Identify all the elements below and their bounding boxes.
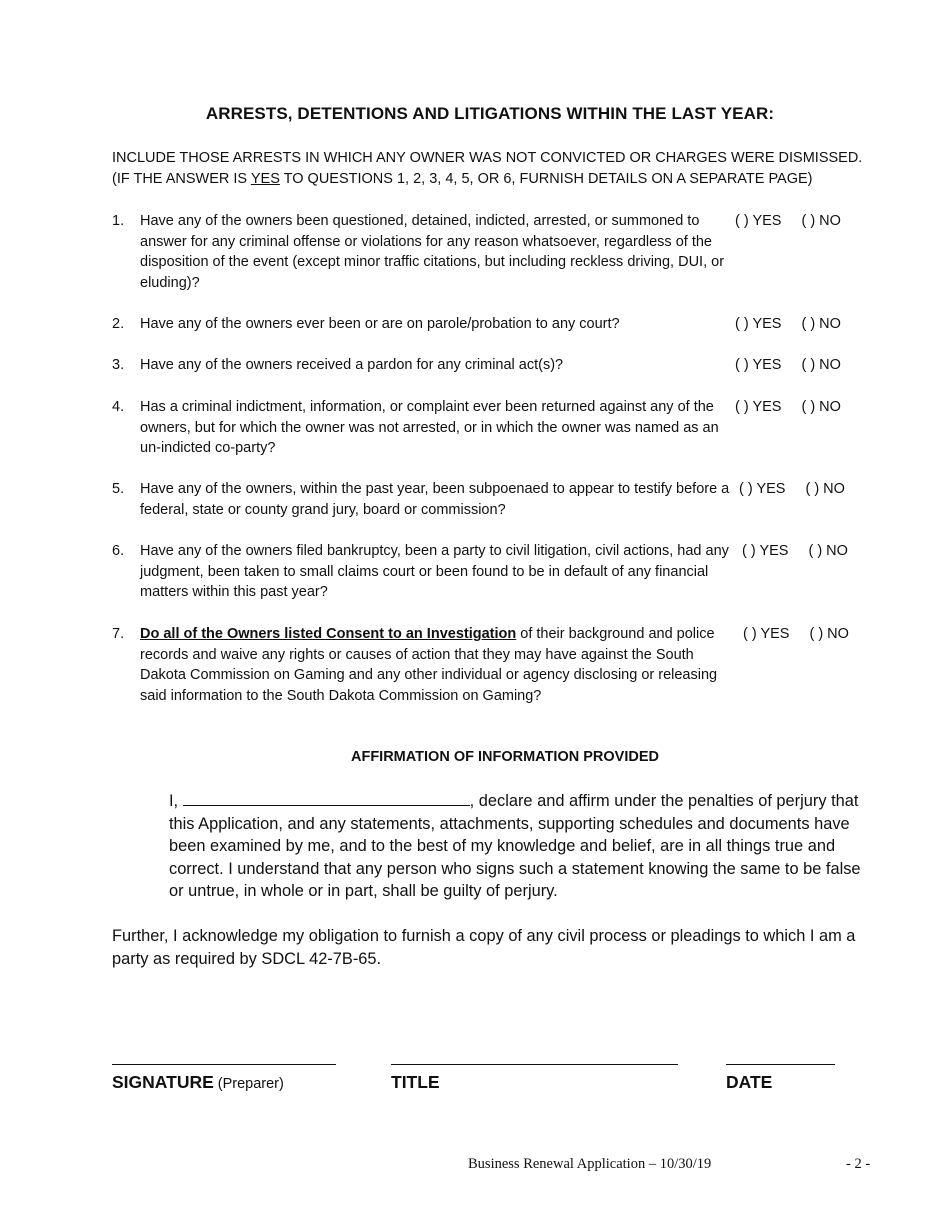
yes-option[interactable]: ( ) YES bbox=[742, 543, 789, 559]
question-number: 1. bbox=[112, 213, 125, 229]
answer-options bbox=[735, 211, 841, 232]
preparer-label: (Preparer) bbox=[217, 1076, 284, 1092]
footer-document-name: Business Renewal Application – 10/30/19 bbox=[468, 1156, 712, 1172]
question-text bbox=[140, 624, 732, 706]
no-option[interactable]: ( ) NO bbox=[801, 213, 841, 229]
answer-options bbox=[735, 397, 841, 418]
signature-label-text: SIGNATURE bbox=[112, 1072, 214, 1092]
footer-page-number: - 2 - bbox=[846, 1156, 871, 1172]
question-number: 3. bbox=[112, 357, 125, 373]
yes-option[interactable]: ( ) YES bbox=[735, 316, 782, 332]
question-number: 5. bbox=[112, 481, 125, 497]
no-option[interactable]: ( ) NO bbox=[801, 357, 841, 373]
consent-to-investigation-lead: Do all of the Owners listed Consent to an Investigation bbox=[140, 626, 517, 642]
declarant-name-blank[interactable] bbox=[183, 791, 470, 806]
question-number: 7. bbox=[112, 626, 125, 642]
page-title: ARRESTS, DETENTIONS AND LITIGATIONS WITHIN THE LAST YEAR: bbox=[205, 104, 775, 123]
answer-options bbox=[739, 479, 845, 500]
answer-options bbox=[742, 541, 848, 562]
answer-options bbox=[735, 355, 841, 376]
no-option[interactable]: ( ) NO bbox=[809, 626, 849, 642]
intro-instructions bbox=[112, 148, 882, 190]
affirmation-text bbox=[112, 790, 874, 970]
answer-options bbox=[743, 624, 849, 645]
question-text: Have any of the owners ever been or are on parole/probation to any court? bbox=[140, 316, 620, 332]
question-text: Have any of the owners received a pardon for any criminal act(s)? bbox=[140, 357, 564, 373]
yes-option[interactable]: ( ) YES bbox=[735, 399, 782, 415]
signature-line[interactable] bbox=[112, 1064, 336, 1065]
no-option[interactable]: ( ) NO bbox=[808, 543, 848, 559]
question-text: Have any of the owners been questioned, detained, indicted, arrested, or summoned to answer for any criminal offense or violations for any reason whatsoever, regardless of the disposition of the event (except minor traffic citations, but including reckless driving, DUI, or eluding)? bbox=[140, 213, 725, 291]
question-number: 2. bbox=[112, 316, 125, 332]
signature-label bbox=[112, 1072, 284, 1093]
answer-options bbox=[735, 314, 841, 335]
no-option[interactable]: ( ) NO bbox=[801, 399, 841, 415]
no-option[interactable]: ( ) NO bbox=[801, 316, 841, 332]
title-label: TITLE bbox=[391, 1072, 440, 1092]
question-text: Have any of the owners, within the past year, been subpoenaed to appear to testify before a federal, state or county grand jury, board or commission? bbox=[140, 481, 730, 518]
no-option[interactable]: ( ) NO bbox=[805, 481, 845, 497]
yes-option[interactable]: ( ) YES bbox=[743, 626, 790, 642]
yes-option[interactable]: ( ) YES bbox=[735, 357, 782, 373]
intro-text-after: TO QUESTIONS 1, 2, 3, 4, 5, OR 6, FURNISH DETAILS ON A SEPARATE PAGE) bbox=[279, 171, 813, 187]
date-label: DATE bbox=[726, 1072, 773, 1092]
question-text-rest: of their background and police records and waive any rights or causes of action that they may have against the South Dakota Commission on Gaming and any other individual or agency disclosing or releasing said information to the South Dakota Commission on Gaming? bbox=[140, 626, 718, 704]
affirmation-i: I, bbox=[169, 792, 183, 810]
yes-option[interactable]: ( ) YES bbox=[735, 213, 782, 229]
question-text: Has a criminal indictment, information, or complaint ever been returned against any of the owners, but for which the owner was not arrested, or in which the owner was named as an un-indicted co-party? bbox=[140, 399, 719, 457]
affirmation-declaration: , declare and affirm under the penalties of perjury that this Application, and any statements, attachments, supporting schedules and documents have been examined by me, and to the best of my knowledge and belief, are in all things true and correct. I understand that any person who signs such a statement knowing the same to be false or untrue, in whole or in part, shall be guilty of perjury. bbox=[169, 792, 861, 901]
question-number: 6. bbox=[112, 543, 125, 559]
title-line[interactable] bbox=[391, 1064, 678, 1065]
intro-yes-underlined: YES bbox=[250, 171, 280, 187]
question-text: Have any of the owners filed bankruptcy, been a party to civil litigation, civil actions, had any judgment, been taken to small claims court or been found to be in default of any financial matters within this past year? bbox=[140, 543, 729, 601]
intro-text-before: INCLUDE THOSE ARRESTS IN WHICH ANY OWNER WAS NOT CONVICTED OR CHARGES WERE DISMISSED. (IF THE ANSWER IS bbox=[112, 150, 863, 187]
affirmation-paragraph-2: Further, I acknowledge my obligation to furnish a copy of any civil process or pleadings to which I am a party as required by SDCL 42-7B-65. bbox=[112, 926, 856, 968]
affirmation-heading: AFFIRMATION OF INFORMATION PROVIDED bbox=[351, 749, 659, 765]
date-line[interactable] bbox=[726, 1064, 835, 1065]
question-number: 4. bbox=[112, 399, 125, 415]
affirmation-paragraph-1 bbox=[112, 790, 874, 903]
yes-option[interactable]: ( ) YES bbox=[739, 481, 786, 497]
